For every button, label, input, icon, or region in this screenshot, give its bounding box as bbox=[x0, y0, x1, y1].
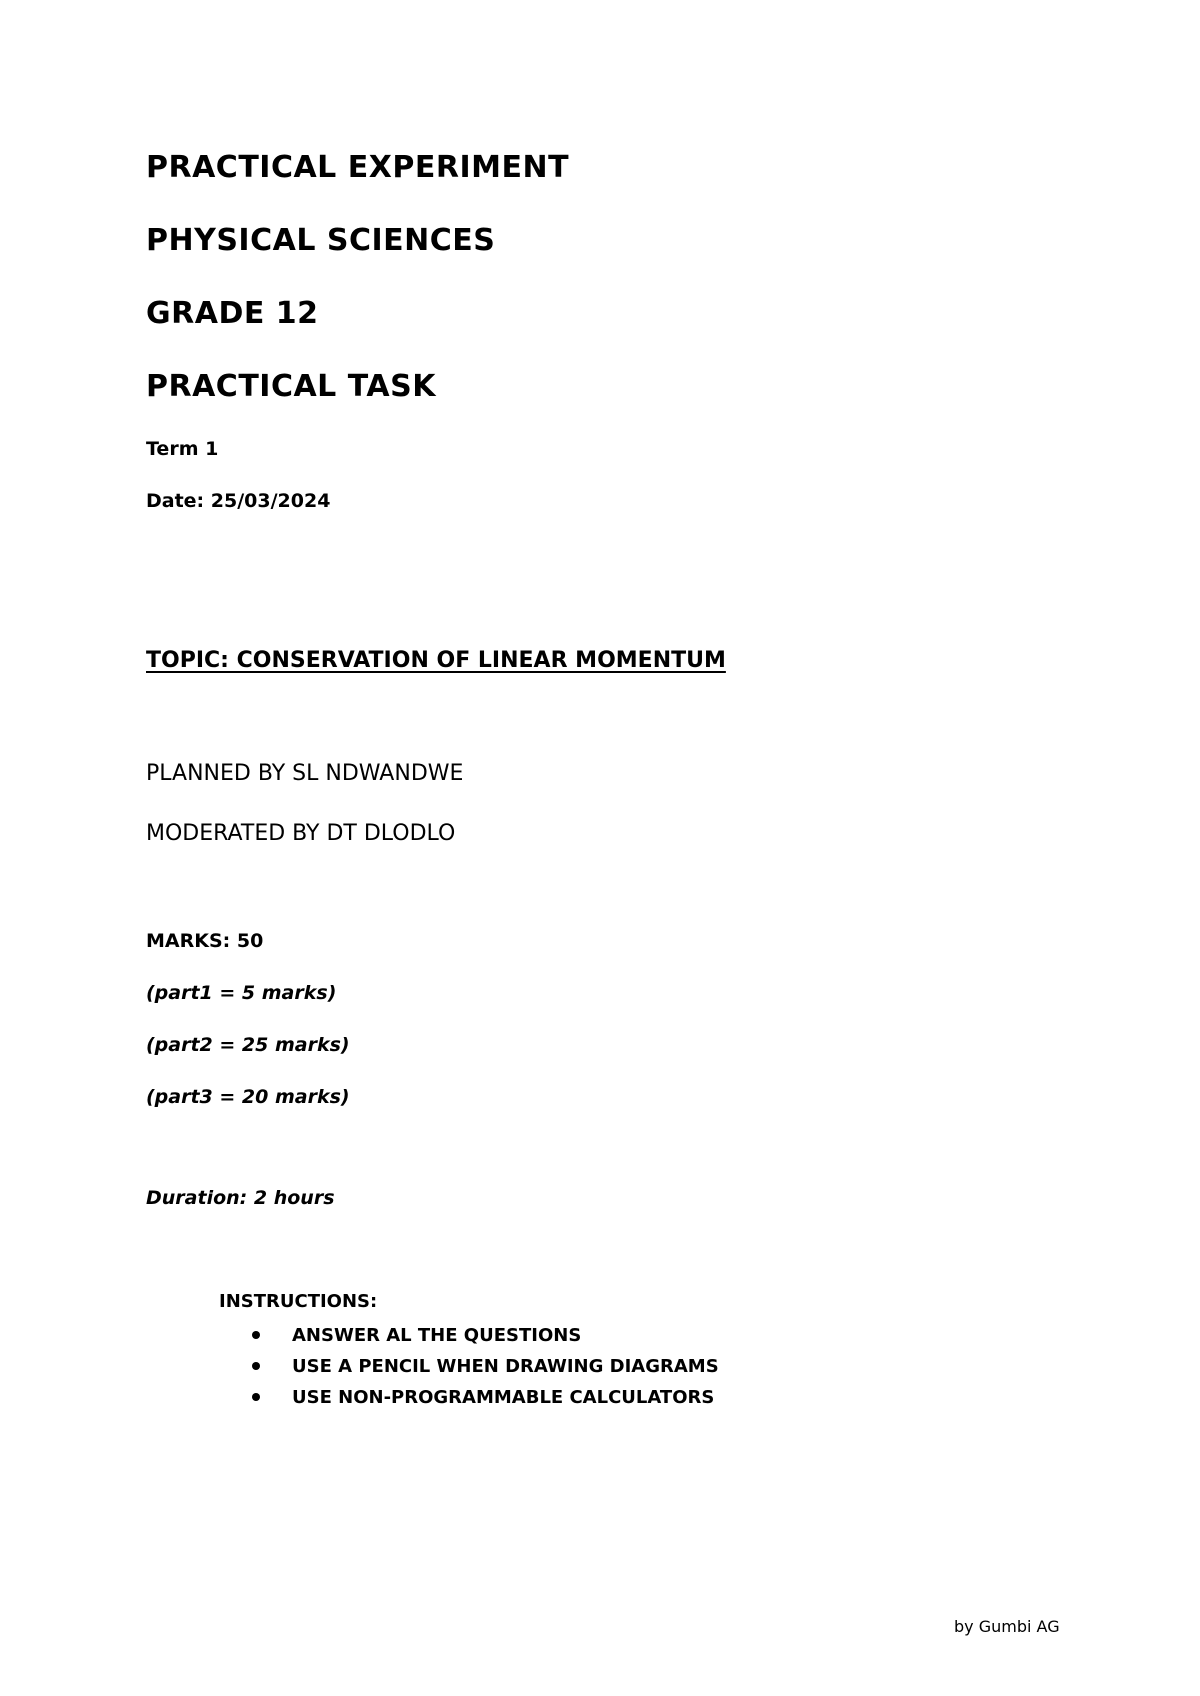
duration-label: Duration: bbox=[146, 1187, 248, 1209]
moderated-by: MODERATED BY DT DLODLO bbox=[146, 821, 456, 846]
bullet-icon bbox=[252, 1331, 260, 1339]
title-physical-sciences: PHYSICAL SCIENCES bbox=[146, 223, 496, 258]
instruction-text: USE NON-PROGRAMMABLE CALCULATORS bbox=[292, 1387, 715, 1408]
instructions-title: INSTRUCTIONS: bbox=[219, 1291, 378, 1312]
planned-by: PLANNED BY SL NDWANDWE bbox=[146, 761, 464, 786]
marks-part1: (part1 = 5 marks) bbox=[146, 982, 337, 1004]
bullet-icon bbox=[252, 1393, 260, 1401]
instruction-text: USE A PENCIL WHEN DRAWING DIAGRAMS bbox=[292, 1356, 719, 1377]
topic-heading: TOPIC: CONSERVATION OF LINEAR MOMENTUM bbox=[146, 648, 726, 673]
marks-part2: (part2 = 25 marks) bbox=[146, 1034, 350, 1056]
instruction-text: ANSWER AL THE QUESTIONS bbox=[292, 1325, 582, 1346]
marks-part3: (part3 = 20 marks) bbox=[146, 1086, 350, 1108]
bullet-icon bbox=[252, 1362, 260, 1370]
date-label: Date: 25/03/2024 bbox=[146, 490, 331, 512]
duration-line bbox=[146, 1187, 335, 1209]
marks-total: MARKS: 50 bbox=[146, 930, 264, 952]
title-practical-experiment: PRACTICAL EXPERIMENT bbox=[146, 150, 570, 185]
title-practical-task: PRACTICAL TASK bbox=[146, 369, 436, 404]
footer-author: by Gumbi AG bbox=[954, 1617, 1060, 1636]
title-grade: GRADE 12 bbox=[146, 296, 319, 331]
duration-value: 2 hours bbox=[253, 1187, 335, 1209]
term-label: Term 1 bbox=[146, 438, 219, 460]
